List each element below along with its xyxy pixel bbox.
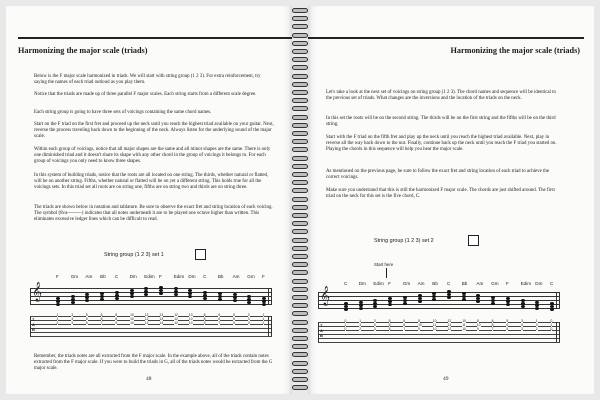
- note-head: [130, 292, 134, 295]
- tab-fret-number: 1: [344, 323, 347, 328]
- tab-fret-number: 3: [247, 317, 250, 322]
- binding-ring: [292, 377, 308, 382]
- note-head: [506, 297, 510, 300]
- binding-ring: [292, 123, 308, 128]
- footer-paragraph: Remember, the triads notes are all extracted from the F major scale. In the example above, all of the triads contain notes extracted from the F major scale. If you were to build the triads in G, all of the triads notes would be extracted from the G major scale.: [34, 354, 273, 371]
- note-head: [550, 302, 554, 305]
- staff-line: [30, 304, 272, 305]
- note-head: [359, 301, 363, 304]
- chord-name: F: [262, 274, 265, 279]
- paragraph: Within each group of voicings, notice that all major shapes are the same and all minor shapes are the same. There is only one diminished triad and it doesn't share its shape with any other chord in the group of voicings it belongs to. For each group of voicings you only need to know three shapes.: [34, 147, 271, 164]
- binding-ring: [292, 188, 308, 193]
- tab-line: [318, 323, 560, 328]
- binding-ring: [292, 156, 308, 161]
- tab-fret-number: 6: [506, 323, 509, 328]
- note-head: [418, 300, 422, 303]
- binding-ring: [292, 33, 308, 38]
- binding-ring: [292, 197, 308, 202]
- tab-fret-number: 5: [388, 319, 391, 324]
- tab-fret-number: 1: [359, 319, 362, 324]
- binding-ring: [292, 352, 308, 357]
- note-head: [203, 297, 207, 300]
- note-head: [115, 291, 119, 294]
- binding-ring: [292, 98, 308, 103]
- tab-fret-number: 5: [388, 327, 391, 332]
- chord-name: C: [550, 281, 554, 286]
- chord-name: Edim: [373, 281, 384, 286]
- staff-line: [318, 308, 560, 309]
- note-head: [130, 295, 134, 298]
- binding-ring: [292, 320, 308, 325]
- chord-name: Bb: [100, 274, 106, 279]
- chord-name: C: [447, 281, 451, 286]
- binding-ring: [292, 279, 308, 284]
- note-head: [447, 290, 451, 293]
- paragraph: In this set the roots will be on the second string. The thirds will be on the first string and the fifths will be on the third string.: [326, 116, 556, 127]
- note-head: [462, 295, 466, 298]
- chord-name: C: [344, 281, 348, 286]
- binding-ring: [292, 115, 308, 120]
- binding-ring: [292, 49, 308, 54]
- tab-fret-number: 13: [159, 313, 164, 318]
- tab-fret-number: 3: [535, 323, 538, 328]
- tab-fret-number: 0: [344, 327, 347, 332]
- binding-ring: [292, 180, 308, 185]
- note-head: [476, 300, 480, 303]
- note-head: [462, 292, 466, 295]
- tab-barline: [30, 316, 31, 336]
- binding-ring: [292, 131, 308, 136]
- note-head: [521, 305, 525, 308]
- tab-fret-number: 12: [174, 321, 178, 326]
- note-head: [344, 305, 348, 308]
- string-group-label: String group (1 2 3) set 1: [104, 252, 164, 258]
- paragraph: In this system of building triads, notice that the roots are all located on one string. The thirds, whether natural or flatted, will be on another string. Fifths, whether natural or flatted will be on yet a different string. This holds true for all the voicings sets. In this triad set all roots are on string one, fifths are on string two and thirds are on string three.: [34, 173, 269, 190]
- tab-fret-number: 10: [432, 319, 437, 324]
- note-head: [159, 286, 163, 289]
- tab-fret-number: 13: [159, 317, 164, 322]
- note-head: [344, 302, 348, 305]
- tab-fret-number: 5: [85, 317, 88, 322]
- tab-line: [30, 321, 272, 326]
- chord-name: F: [159, 274, 162, 279]
- binding-ring: [292, 90, 308, 95]
- binding-ring: [292, 8, 308, 13]
- tab-fret-number: 5: [85, 313, 88, 318]
- staff-line: [318, 292, 560, 293]
- tab-fret-number: 11: [462, 323, 466, 328]
- note-head: [203, 294, 207, 297]
- chord-name: Am: [476, 281, 484, 286]
- note-head: [174, 287, 178, 290]
- tab-fret-number: 5: [233, 317, 235, 322]
- tab-fret-number: 8: [418, 319, 420, 324]
- tab-fret-number: 5: [233, 313, 235, 318]
- tab-fret-number: 1: [262, 317, 265, 322]
- binding-ring: [292, 65, 308, 70]
- tab-fret-number: 3: [247, 321, 250, 326]
- note-head: [535, 307, 539, 310]
- tab-line: [30, 328, 272, 329]
- header-rule: [308, 37, 584, 39]
- binding-ring: [292, 344, 308, 349]
- binding-ring: [292, 262, 308, 267]
- tab-fret-number: 3: [359, 323, 362, 328]
- note-head: [535, 304, 539, 307]
- binding-ring: [292, 295, 308, 300]
- chord-name: Dm: [129, 274, 137, 279]
- tab-clef-letter: A: [320, 328, 323, 333]
- chord-name: Dm: [188, 274, 196, 279]
- binding-ring: [292, 213, 308, 218]
- note-head: [56, 303, 60, 306]
- note-head: [218, 298, 222, 301]
- binding-ring: [292, 57, 308, 62]
- binding-ring: [292, 24, 308, 29]
- note-head: [403, 296, 407, 299]
- paragraph: Let's take a look at the next set of voicings on string group (1 2 3). The chord names and sequence will be identical to the previous set of triads. What changes are the inversions and the location of the triads on the neck.: [326, 90, 556, 101]
- tab-fret-number: 9: [115, 321, 118, 326]
- tab-barline: [559, 322, 560, 342]
- chord-name: Am: [85, 274, 93, 279]
- tab-fret-number: 6: [403, 319, 406, 324]
- chord-name: Dm: [535, 281, 543, 286]
- note-head: [203, 291, 207, 294]
- tab-fret-number: 12: [144, 313, 149, 318]
- note-head: [188, 295, 192, 298]
- tab-fret-number: 8: [403, 323, 406, 328]
- chord-name: Gm: [491, 281, 499, 286]
- tab-clef-letter: T: [32, 317, 35, 322]
- chord-name: Bb: [217, 274, 224, 279]
- tab-fret-number: 6: [388, 323, 391, 328]
- tab-fret-number: 0: [344, 319, 347, 324]
- note-head: [159, 289, 163, 292]
- tab-fret-number: 8: [115, 317, 118, 322]
- tab-fret-number: 3: [71, 313, 74, 318]
- binding-ring: [292, 311, 308, 316]
- tab-fret-number: 7: [491, 327, 494, 332]
- tab-line: [30, 332, 272, 333]
- binding-ring: [292, 164, 308, 169]
- binding-ring: [292, 74, 308, 79]
- note-head: [521, 299, 525, 302]
- binding-ring: [292, 270, 308, 275]
- paragraph: Start on the F triad on the first fret and proceed up the neck until you reach the highest triad available on your guitar. Next, reverse the process traveling back down to the beginning of the neck. Always listen for the underlying sound of the major scale.: [34, 122, 274, 139]
- tab-line: [30, 336, 272, 337]
- tab-fret-number: 10: [188, 313, 193, 318]
- paragraph: The triads are shown below in notation and tablature. Be sure to observe the exact fret and string location of each voicing. The symbol (8va---------) indicates that all notes underneath it are to be played one octave higher than written. This eliminates excessive ledger lines which can be difficult to read.: [34, 205, 273, 222]
- left-page: [6, 6, 292, 394]
- tab-fret-number: 2: [56, 321, 59, 326]
- note-head: [418, 297, 422, 300]
- binding-ring: [292, 229, 308, 234]
- note-head: [344, 308, 348, 311]
- tab-fret-number: 8: [203, 313, 206, 318]
- tab-fret-number: 3: [247, 313, 250, 318]
- page-number: 49: [443, 376, 449, 382]
- note-head: [462, 298, 466, 301]
- tab-barline: [556, 322, 557, 342]
- page-title: Harmonizing the major scale (triads): [18, 46, 148, 55]
- note-head: [174, 293, 178, 296]
- barline: [559, 292, 560, 309]
- start-here-label: Start here: [374, 262, 394, 267]
- tab-fret-number: 3: [373, 319, 376, 324]
- chord-name: Am: [232, 274, 240, 279]
- tab-fret-number: 10: [418, 323, 422, 328]
- tab-fret-number: 12: [144, 317, 149, 322]
- note-head: [233, 299, 237, 302]
- tab-fret-number: 2: [262, 321, 265, 326]
- treble-clef-icon: 𝄞: [32, 282, 43, 302]
- barline: [318, 292, 319, 309]
- tab-fret-number: 1: [56, 317, 59, 322]
- tab-fret-number: 10: [462, 327, 466, 332]
- tab-fret-number: 7: [403, 327, 406, 332]
- chord-name: C: [203, 274, 207, 279]
- tab-fret-number: 5: [506, 327, 509, 332]
- tab-fret-number: 6: [100, 313, 103, 318]
- tab-fret-number: 1: [535, 319, 538, 324]
- binding-ring: [292, 369, 308, 374]
- chord-name: Am: [417, 281, 425, 286]
- tab-fret-number: 10: [130, 317, 134, 322]
- tab-fret-number: 5: [233, 321, 235, 326]
- tab-fret-number: 13: [447, 323, 452, 328]
- barline: [30, 288, 31, 305]
- chord-names-row: [328, 281, 554, 287]
- tablature: [318, 319, 560, 344]
- chord-name: F: [388, 281, 391, 286]
- tab-fret-number: 10: [476, 323, 481, 328]
- note-head: [115, 294, 119, 297]
- tab-fret-number: 5: [85, 321, 88, 326]
- binding-ring: [292, 238, 308, 243]
- tab-fret-number: 10: [130, 313, 134, 318]
- tab-clef-letter: B: [320, 333, 323, 338]
- tab-line: [318, 319, 560, 324]
- tab-clef-letter: A: [32, 322, 35, 327]
- tab-fret-number: 11: [432, 323, 437, 328]
- tab-fret-number: 8: [491, 323, 494, 328]
- note-head: [550, 305, 554, 308]
- tab-barline: [268, 316, 269, 336]
- chord-name: F: [505, 281, 509, 286]
- tab-fret-number: 12: [174, 313, 178, 318]
- tab-fret-number: 10: [188, 321, 193, 326]
- paragraph: Below is the F major scale harmonized in triads. We will start with string group (1 2 3). For extra reinforcement, try saying the names of each triad outloud as you play them.: [34, 74, 261, 85]
- tab-fret-number: 9: [476, 327, 479, 332]
- tab-fret-number: 3: [521, 327, 523, 332]
- binding-ring: [292, 287, 308, 292]
- tab-fret-number: 14: [159, 321, 164, 326]
- note-head: [144, 287, 148, 290]
- note-head: [388, 303, 392, 306]
- note-head: [115, 297, 119, 300]
- binding-ring: [292, 246, 308, 251]
- tab-barline: [271, 316, 272, 336]
- note-head: [447, 293, 451, 296]
- tab-fret-number: 9: [418, 327, 420, 332]
- tab-fret-number: 1: [550, 323, 553, 328]
- binding-ring: [292, 205, 308, 210]
- note-head: [550, 308, 554, 311]
- tab-fret-number: 6: [218, 317, 221, 322]
- tab-fret-number: 0: [550, 327, 553, 332]
- tab-barline: [318, 322, 319, 342]
- barline: [556, 292, 557, 309]
- tab-line: [318, 334, 560, 335]
- tab-fret-number: 8: [115, 313, 118, 318]
- paragraph: As mentioned on the previous page, be sure to follow the exact fret and string location of each triad to achieve the correct voicings.: [326, 169, 549, 180]
- binding-ring: [292, 361, 308, 366]
- header-rule: [18, 37, 292, 39]
- binding-ring: [292, 41, 308, 46]
- tab-fret-number: 6: [218, 313, 221, 318]
- tab-fret-number: 3: [521, 319, 523, 324]
- chord-name: Edim: [520, 281, 532, 286]
- chord-name: Edim: [144, 274, 155, 279]
- music-staff: [318, 286, 560, 312]
- tab-line: [30, 317, 272, 322]
- note-head: [418, 294, 422, 297]
- note-head: [174, 290, 178, 293]
- binding-ring: [292, 147, 308, 152]
- tab-fret-number: 5: [506, 319, 509, 324]
- binding-ring: [292, 172, 308, 177]
- tab-fret-number: 3: [373, 327, 376, 332]
- chord-name: Gm: [247, 274, 255, 279]
- string-group-label: String group (1 2 3) set 2: [374, 238, 434, 244]
- note-head: [100, 298, 104, 301]
- tab-fret-number: 1: [262, 313, 265, 318]
- note-head: [130, 289, 134, 292]
- binding-ring: [292, 303, 308, 308]
- tab-clef-letter: B: [32, 327, 35, 332]
- music-staff: [30, 282, 272, 308]
- note-head: [359, 307, 363, 310]
- chord-name: Gm: [70, 274, 79, 279]
- tablature: [30, 313, 272, 338]
- chord-name: Gm: [402, 281, 411, 286]
- checkbox-square: [195, 249, 206, 260]
- tab-fret-number: 7: [100, 321, 103, 326]
- start-here-arrow-icon: [386, 268, 387, 278]
- chord-name: Edim: [173, 274, 185, 279]
- chord-names-row: [46, 274, 270, 280]
- tab-fret-number: 8: [203, 317, 206, 322]
- tab-fret-number: 5: [521, 323, 523, 328]
- paragraph: Notice that the triads are made up of three parallel F major scales. Each string starts from a different scale degree.: [34, 92, 257, 97]
- chord-name: F: [56, 274, 59, 279]
- page-number: 48: [146, 376, 152, 382]
- barline: [268, 288, 269, 305]
- note-head: [188, 292, 192, 295]
- chord-name: C: [114, 274, 119, 279]
- tab-fret-number: 10: [432, 327, 437, 332]
- chord-name: Bb: [461, 281, 468, 286]
- tab-fret-number: 12: [447, 327, 452, 332]
- tab-fret-number: 12: [144, 321, 149, 326]
- note-head: [432, 295, 436, 298]
- note-head: [521, 302, 525, 305]
- checkbox-square: [468, 235, 479, 246]
- tab-line: [318, 342, 560, 343]
- chord-name: Bb: [432, 281, 438, 286]
- note-head: [506, 303, 510, 306]
- binding-ring: [292, 16, 308, 21]
- paragraph: Make sure you understand that this is still the harmonized F major scale. The chords are just shifted around. The first triad on the neck for this set is the five chord, C.: [326, 188, 555, 199]
- tab-fret-number: 10: [188, 317, 193, 322]
- tab-line: [30, 313, 272, 318]
- binding-ring: [292, 106, 308, 111]
- spiral-binding: [292, 0, 308, 400]
- tab-fret-number: 12: [447, 319, 452, 324]
- barline: [271, 288, 272, 305]
- note-head: [262, 303, 266, 306]
- tab-fret-number: 2: [535, 327, 538, 332]
- note-head: [403, 302, 407, 305]
- paragraph: Start with the F triad on the fifth fret and play up the neck until you reach the highest triad available. Next, play in reverse all the way back down to the nut. Finally, continue back up the neck until you reach the F triad you started on. Playing the chords in this sequence will help you hear the major scale.: [326, 135, 557, 152]
- note-head: [373, 299, 377, 302]
- binding-ring: [292, 336, 308, 341]
- note-head: [447, 296, 451, 299]
- note-head: [359, 304, 363, 307]
- tab-fret-number: 9: [203, 321, 206, 326]
- tab-line: [318, 327, 560, 332]
- tab-fret-number: 2: [359, 327, 362, 332]
- binding-ring: [292, 221, 308, 226]
- tab-line: [318, 338, 560, 339]
- tab-fret-number: 0: [550, 319, 553, 324]
- binding-ring: [292, 328, 308, 333]
- tab-fret-number: 3: [71, 321, 74, 326]
- note-head: [506, 300, 510, 303]
- binding-ring: [292, 254, 308, 259]
- right-page: [308, 6, 594, 394]
- binding-ring: [292, 139, 308, 144]
- page-title: Harmonizing the major scale (triads): [450, 46, 580, 55]
- note-head: [85, 299, 89, 302]
- tab-fret-number: 1: [56, 313, 59, 318]
- staff-line: [30, 288, 272, 289]
- tab-fret-number: 6: [491, 319, 494, 324]
- binding-ring: [292, 385, 308, 390]
- treble-clef-icon: 𝄞: [320, 286, 331, 306]
- note-head: [432, 292, 436, 295]
- tab-fret-number: 10: [462, 319, 466, 324]
- tab-fret-number: 10: [130, 321, 134, 326]
- tab-fret-number: 8: [476, 319, 479, 324]
- note-head: [159, 292, 163, 295]
- tab-clef-letter: T: [320, 323, 323, 328]
- tab-fret-number: 7: [218, 321, 221, 326]
- binding-ring: [292, 82, 308, 87]
- note-head: [403, 299, 407, 302]
- tab-fret-number: 3: [71, 317, 74, 322]
- tab-fret-number: 6: [100, 317, 103, 322]
- tab-fret-number: 5: [373, 323, 376, 328]
- chord-name: Dm: [358, 281, 366, 286]
- tab-fret-number: 12: [174, 317, 178, 322]
- paragraph: Each string group is going to have three sets of voicings containing the same chord names.: [34, 110, 212, 115]
- staff-line: [318, 296, 560, 297]
